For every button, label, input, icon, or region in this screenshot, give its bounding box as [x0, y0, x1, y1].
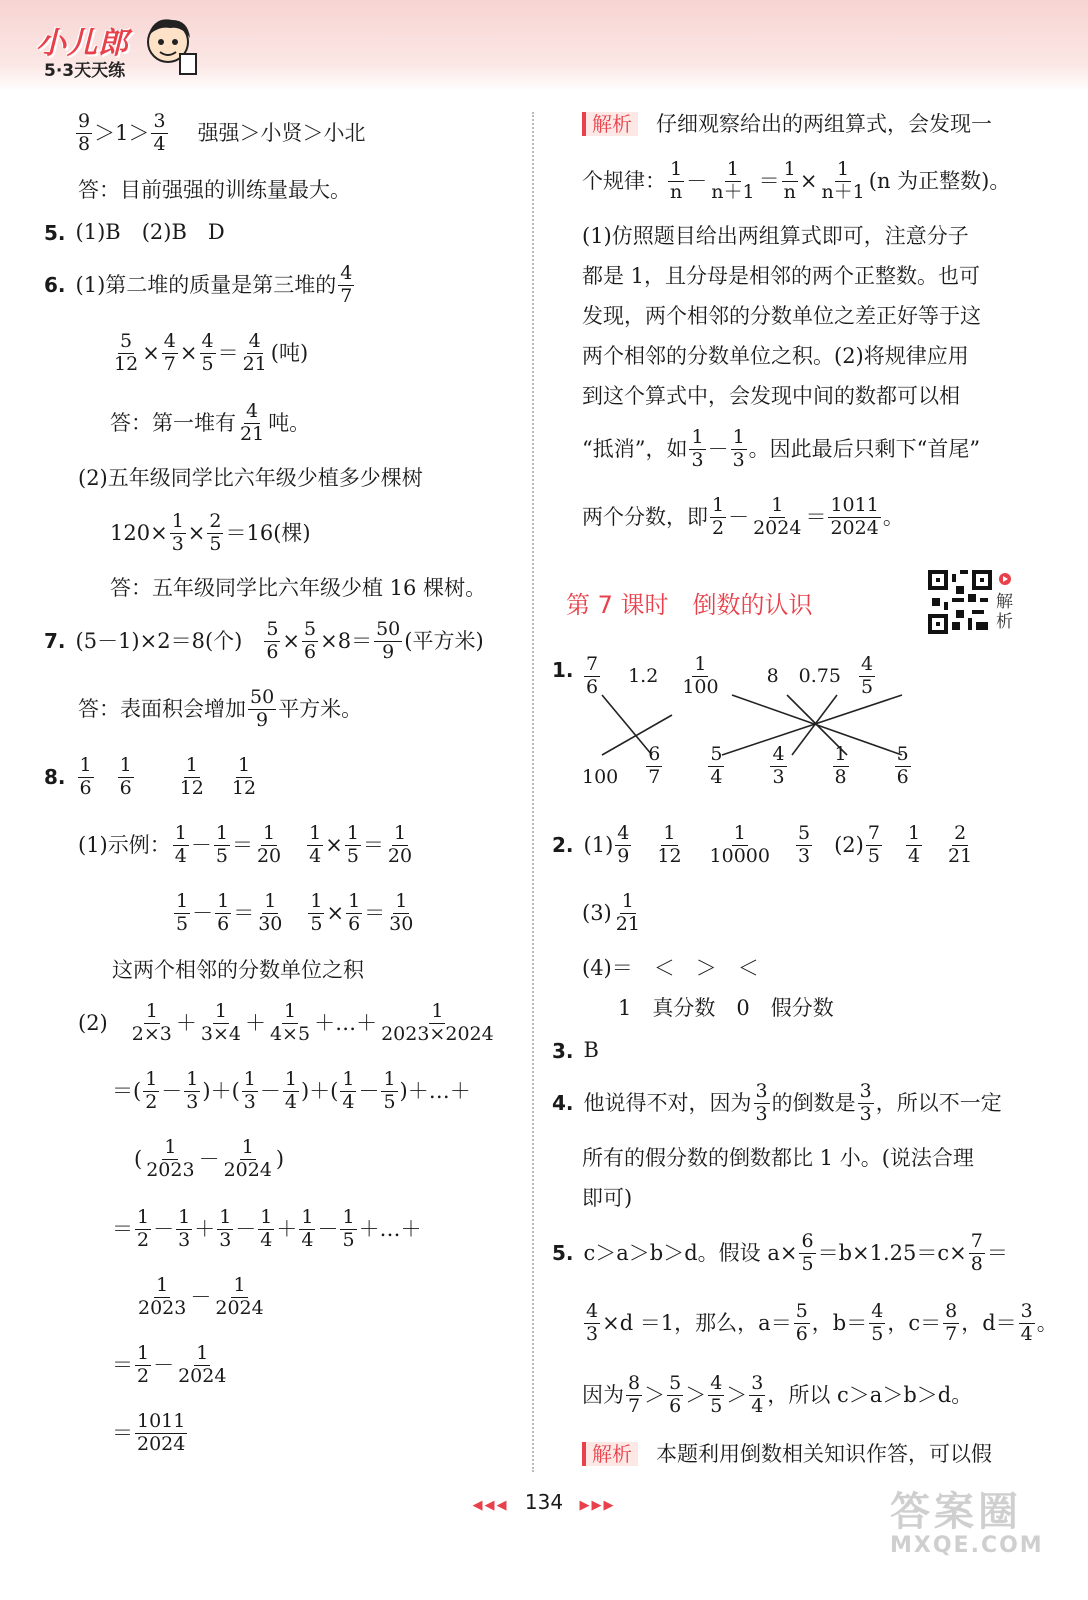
analysis-line: “抵消”，如 $\frac{1}{3}$ － $\frac{1}{3}$ 。因此最后只剩下“首尾”: [582, 426, 981, 471]
column-divider: [532, 112, 534, 1472]
question-3: 3. B: [552, 1038, 599, 1063]
analysis-line: 解析 仔细观察给出的两组算式，会发现一: [582, 112, 992, 136]
answer-text: 答：目前强强的训练量最大。: [78, 178, 351, 202]
answer-text: 即可): [582, 1186, 633, 1210]
calc-line: $\frac{4}{3}$ ×d ＝1，那么，a＝ $\frac{5}{6}$ ，b＝ $\frac{4}{5}$ ，c＝ $\frac{8}{7}$ ，d＝ $\frac{3}{4}$ 。: [586, 1300, 1058, 1345]
matching-bottom-row: 100 $\frac{6}{7}$ $\frac{5}{4}$ $\frac{4}{3}$ $\frac{1}{8}$ $\frac{5}{6}$: [582, 743, 909, 788]
question-6: 6. (1)第二堆的质量是第三堆的 $\frac{4}{7}$: [44, 262, 353, 307]
calc-line: $\frac{1}{5}$ － $\frac{1}{6}$ ＝ $\frac{1}{30}$ $\frac{1}{5}$ × $\frac{1}{6}$ ＝ $\frac{1}{30}$: [176, 890, 414, 935]
qr-label: 解析: [996, 592, 1013, 633]
calc-line: $\frac{5}{12}$ × $\frac{4}{7}$ × $\frac{4}{5}$ ＝ $\frac{4}{21}$ (吨): [114, 330, 309, 375]
analysis-line: 解析 本题利用倒数相关知识作答，可以假: [582, 1442, 992, 1466]
mascot-icon: [140, 12, 200, 78]
lesson-title: 第 7 课时 倒数的认识: [566, 591, 813, 619]
answer-text: 答：五年级同学比六年级少植 16 棵树。: [110, 576, 487, 600]
question-5: 5. (1)B (2)B D: [44, 220, 225, 245]
question-8: 8. $\frac{1}{6}$ $\frac{1}{6}$ $\frac{1}{12}$ $\frac{1}{12}$: [44, 754, 257, 799]
analysis-tag: 解析: [582, 1442, 638, 1466]
question-4: 4. 他说得不对，因为 $\frac{3}{3}$ 的倒数是 $\frac{3}{3}$ ，所以不一定: [552, 1080, 1002, 1125]
calc-line: $\frac{1}{2023}$ － $\frac{1}{2024}$: [138, 1274, 264, 1319]
sub-answer: 1 真分数 0 假分数: [618, 996, 834, 1020]
question-5-right: 5. c＞a＞b＞d。假设 a× $\frac{6}{5}$ ＝b×1.25＝c× $\frac{7}{8}$ ＝: [552, 1230, 1008, 1275]
question-7: 7. (5－1)×2＝8(个) $\frac{5}{6}$ × $\frac{5}{6}$ ×8＝ $\frac{50}{9}$ (平方米): [44, 618, 484, 663]
answer-line: $\frac{9}{8}$ ＞1＞ $\frac{3}{4}$ 强强＞小贤＞小北: [78, 110, 366, 155]
analysis-line: 两个相邻的分数单位之积。(2)将规律应用: [582, 344, 969, 368]
watermark: 答案圈 MXQE.COM: [890, 1489, 1044, 1558]
calc-line: ( $\frac{1}{2023}$ － $\frac{1}{2024}$ ): [134, 1136, 285, 1181]
calc-line: (1)示例： $\frac{1}{4}$ － $\frac{1}{5}$ ＝ $\frac{1}{20}$ $\frac{1}{4}$ × $\frac{1}{5}$ ＝ $\frac{1}{20}$: [78, 822, 413, 867]
calc-line: (2) $\frac{1}{2\times 3}$ ＋ $\frac{1}{3\times 4}$ ＋ $\frac{1}{4\times 5}$ ＋…＋ $\frac{1}{2023\times 2024}$: [78, 1000, 494, 1045]
brand-logo: 小儿郎: [36, 26, 129, 61]
calc-line: 因为 $\frac{8}{7}$ ＞ $\frac{5}{6}$ ＞ $\frac{4}{5}$ ＞ $\frac{3}{4}$ ，所以 c＞a＞b＞d。: [582, 1372, 973, 1417]
sub-question: (2)五年级同学比六年级少植多少棵树: [78, 466, 423, 490]
analysis-line: 发现，两个相邻的分数单位之差正好等于这: [582, 304, 981, 328]
sub-answer: (4)＝ ＜ ＞ ＜: [582, 956, 759, 980]
analysis-line: 两个分数，即 $\frac{1}{2}$ － $\frac{1}{2024}$ ＝ $\frac{1011}{2024}$ 。: [582, 494, 904, 539]
right-arrows-icon: ▶▶▶: [579, 1498, 616, 1513]
question-1-number: 1.: [552, 658, 574, 682]
calc-line: ＝ $\frac{1}{2}$ － $\frac{1}{2024}$: [112, 1342, 227, 1387]
calc-line: ＝ $\frac{1011}{2024}$: [112, 1410, 186, 1455]
qr-code-icon[interactable]: [928, 570, 992, 634]
analysis-line: (1)仿照题目给出两组算式即可，注意分子: [582, 224, 969, 248]
sub-answer: (3) $\frac{1}{21}$: [582, 890, 640, 935]
analysis-line: 个规律： $\frac{1}{n}$ － $\frac{1}{n+1}$ ＝ $\frac{1}{n}$ × $\frac{1}{n+1}$ (n 为正整数)。: [582, 158, 1011, 203]
analysis-line: 都是 1，且分母是相邻的两个正整数。也可: [582, 264, 981, 288]
matching-top-row: $\frac{7}{6}$ 1.2 $\frac{1}{100}$ 8 0.75 $\frac{4}{5}$: [586, 653, 874, 698]
series-name: 5·3天天练: [44, 61, 126, 81]
answer-text: 答：第一堆有 $\frac{4}{21}$ 吨。: [110, 400, 311, 445]
matching-exercise: [582, 655, 922, 805]
analysis-line: 到这个算式中，会发现中间的数都可以相: [582, 384, 960, 408]
calc-line: ＝( $\frac{1}{2}$ － $\frac{1}{3}$ )＋( $\frac{1}{3}$ － $\frac{1}{4}$ )＋( $\frac{1}{4}$ － $\frac{1}{5}$ )＋…＋: [112, 1068, 471, 1113]
page-number: 134: [524, 1490, 564, 1514]
calc-line: ＝ $\frac{1}{2}$ － $\frac{1}{3}$ ＋ $\frac{1}{3}$ － $\frac{1}{4}$ ＋ $\frac{1}{4}$ － $\frac{1}{5}$ ＋…＋: [112, 1206, 422, 1251]
calc-line: 120× $\frac{1}{3}$ × $\frac{2}{5}$ ＝16(棵): [110, 510, 311, 555]
play-icon: [998, 572, 1012, 586]
note-text: 这两个相邻的分数单位之积: [112, 958, 364, 982]
answer-text: 答：表面积会增加 $\frac{50}{9}$ 平方米。: [78, 686, 363, 731]
analysis-tag: 解析: [582, 112, 638, 136]
fraction: $\frac{9}{8}$: [78, 110, 91, 155]
answer-text: 所有的假分数的倒数都比 1 小。(说法合理: [582, 1146, 974, 1170]
left-arrows-icon: ◀◀◀: [472, 1498, 509, 1513]
question-2: 2. (1) $\frac{4}{9}$ $\frac{1}{12}$ $\frac{1}{10000}$ $\frac{5}{3}$ (2) $\frac{7}{5}$ $\frac{1}{4}$ $\frac{2}{21}$: [552, 822, 973, 867]
